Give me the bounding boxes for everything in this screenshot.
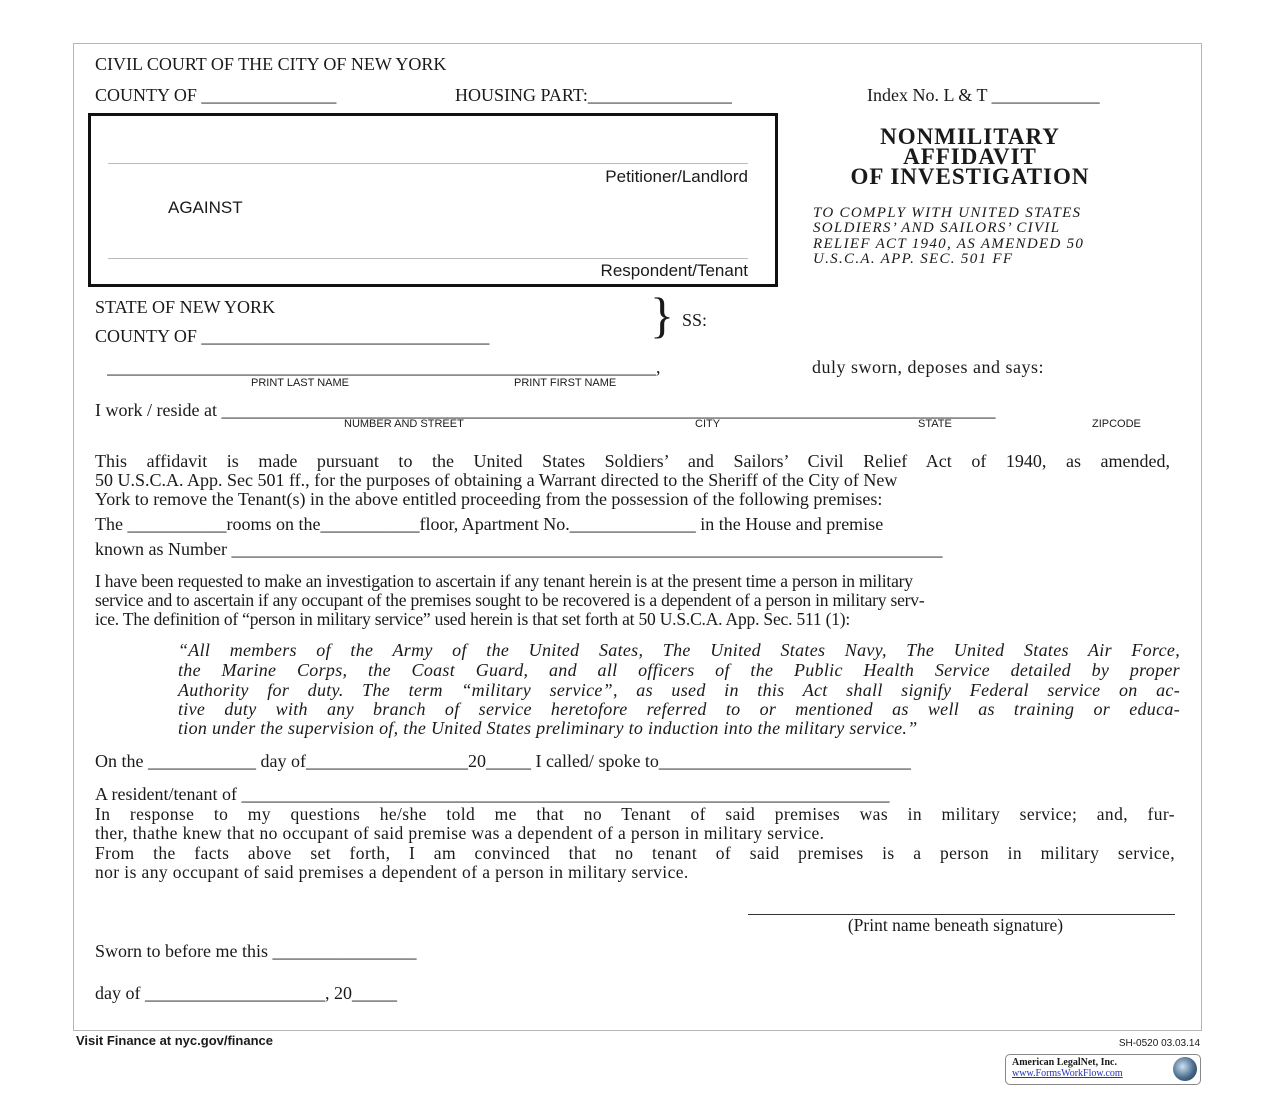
label-city: CITY	[695, 418, 721, 430]
house-number-field: known as Number _______________________________________________________________________________	[95, 539, 943, 559]
para2-line: service and to ascertain if any occupant of the premises sought to be recovered is a dependent of a person in military serv-	[95, 590, 925, 610]
para1-line: 50 U.S.C.A. App. Sec 501 ff., for the purposes of obtaining a Warrant directed to the Sheriff of the City of New	[95, 470, 898, 490]
venue-state: STATE OF NEW YORK	[95, 297, 276, 317]
para3-line: nor is any occupant of said premises a dependent of a person in military service.	[95, 862, 689, 882]
label-zipcode: ZIPCODE	[1092, 418, 1141, 430]
para1-line: York to remove the Tenant(s) in the above entitled proceeding from the possession of the following premises:	[95, 489, 883, 509]
petitioner-line	[108, 163, 748, 164]
title-line-3: OF INVESTIGATION	[850, 164, 1090, 189]
notary-day-field: day of ____________________, 20_____	[95, 983, 397, 1003]
para2-line: ice. The definition of “person in military service” used herein is that set forth at 50 U.S.C.A. App. Sec. 511 (1):	[95, 609, 851, 629]
globe-icon	[1173, 1057, 1197, 1081]
respondent-label: Respondent/Tenant	[600, 261, 748, 280]
quote-line: tive duty with any branch of service heretofore referred to or mentioned as well as training or educa-	[178, 699, 1180, 719]
respondent-line	[108, 258, 748, 259]
resident-field: A resident/tenant of ________________________________________________________________________	[95, 784, 890, 804]
court-name: CIVIL COURT OF THE CITY OF NEW YORK	[95, 54, 447, 74]
index-number-field: Index No. L & T ____________	[867, 85, 1100, 105]
brace-icon: }	[650, 287, 674, 343]
petitioner-label: Petitioner/Landlord	[605, 167, 748, 186]
logo-name: American LegalNet, Inc.	[1012, 1057, 1117, 1068]
ss-label: SS:	[682, 310, 708, 330]
deponent-name-field: _____________________________________________________________,	[107, 357, 661, 377]
finance-note: Visit Finance at nyc.gov/finance	[76, 1033, 273, 1048]
para1-line: This affidavit is made pursuant to the United States Soldiers’ and Sailors’ Civil Relief Act of 1940, as amended,	[95, 451, 1170, 471]
logo-url[interactable]: www.FormsWorkFlow.com	[1012, 1068, 1123, 1079]
label-last-name: PRINT LAST NAME	[251, 377, 350, 389]
signature-label: (Print name beneath signature)	[847, 915, 1064, 935]
housing-part-field: HOUSING PART:________________	[455, 85, 732, 105]
subtitle-line-4: U.S.C.A. APP. SEC. 501 FF	[813, 251, 1014, 267]
quote-line: Authority for duty. The term “military service”, as used in this Act shall signify Federal service on ac-	[178, 680, 1180, 700]
label-first-name: PRINT FIRST NAME	[514, 377, 617, 389]
american-legalnet-logo[interactable]	[1005, 1054, 1201, 1085]
para3-line: In response to my questions he/she told me that no Tenant of said premises was in military service; and, fur-	[95, 804, 1175, 824]
sworn-text: duly sworn, deposes and says:	[812, 357, 1044, 377]
form-id: SH-0520 03.03.14	[1118, 1038, 1200, 1049]
call-date-field: On the ____________ day of__________________20_____ I called/ spoke to____________________________	[95, 751, 911, 771]
county-field: COUNTY OF _______________	[95, 85, 337, 105]
title-line-1: NONMILITARY	[880, 124, 1060, 149]
subtitle-line-2: SOLDIERS’ AND SAILORS’ CIVIL	[813, 220, 1061, 236]
quote-line: the Marine Corps, the Coast Guard, and all officers of the Public Health Service detailed by proper	[178, 660, 1180, 680]
sworn-before-field: Sworn to before me this ________________	[95, 941, 417, 961]
subtitle-line-3: RELIEF ACT 1940, AS AMENDED 50	[813, 236, 1085, 252]
quote-line: tion under the supervision of, the United States preliminary to induction into the military service.”	[178, 718, 918, 738]
venue-county-field: COUNTY OF ________________________________	[95, 326, 490, 346]
label-street: NUMBER AND STREET	[344, 418, 464, 430]
address-field: I work / reside at ______________________________________________________________________________________	[95, 400, 996, 420]
against-label: AGAINST	[168, 198, 243, 217]
label-state: STATE	[918, 418, 952, 430]
para2-line: I have been requested to make an investigation to ascertain if any tenant herein is at the present time a person in military	[95, 571, 913, 591]
title-line-2: AFFIDAVIT	[903, 144, 1037, 169]
para3-line: ther, thathe knew that no occupant of said premise was a dependent of a person in military service.	[95, 823, 825, 843]
para3-line: From the facts above set forth, I am convinced that no tenant of said premises is a person in military service,	[95, 843, 1175, 863]
rooms-floor-apartment-field: The ___________rooms on the___________floor, Apartment No.______________ in the House and premise	[95, 514, 884, 534]
quote-line: “All members of the Army of the United Sates, The United States Navy, The United States Air Force,	[178, 640, 1180, 660]
subtitle-line-1: TO COMPLY WITH UNITED STATES	[813, 205, 1082, 221]
